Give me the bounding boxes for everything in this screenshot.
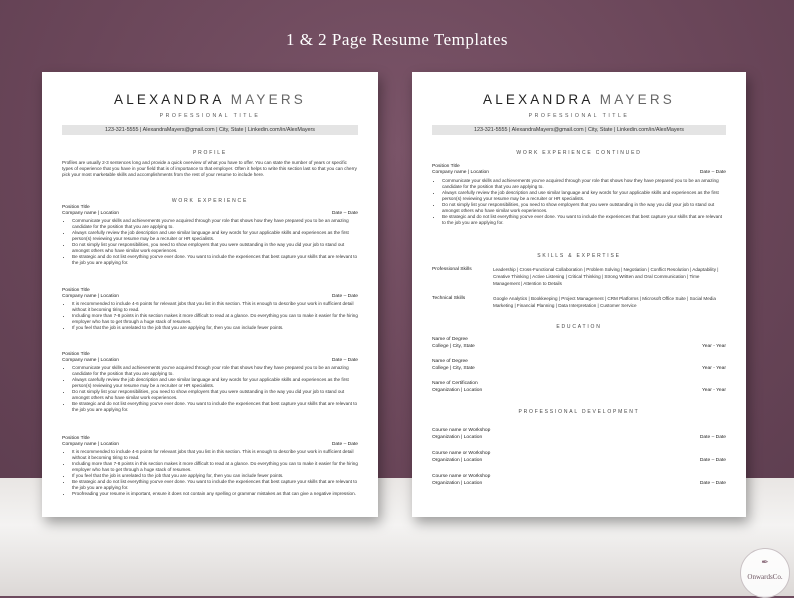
bullet: • If you feel that the job is unrelated to the job that you are applying for, then you can include fewer points.	[72, 473, 358, 479]
bullet: • Proofreading your resume is important, ensure it does not contain any spelling or grammar mistakes as that can give a negative impression.	[72, 491, 358, 497]
pd-date: Date – Date	[699, 458, 726, 463]
job-title: Position Title	[62, 352, 90, 357]
professional-title: PROFESSIONAL TITLE	[159, 113, 261, 119]
job-bullets	[64, 365, 358, 413]
bullet: • Be strategic and do not list everything you've ever done. You want to include the experiences that best capture your skills that are relevant to the job you are applying for.	[442, 214, 726, 226]
last-name: MAYERS	[230, 92, 306, 107]
resume-page-1	[42, 72, 378, 517]
last-name: MAYERS	[599, 92, 675, 107]
logo-text: OnwardsCo.	[747, 573, 783, 581]
bullet: • Communicate your skills and achievements you've acquired through your role that shows how they have prepared you to be an amazing candidate for the position that you are applying to.	[72, 218, 358, 230]
bullet: • If you feel that the job is unrelated to the job that you are applying for, then you can include fewer points.	[72, 325, 358, 331]
edu-title: Name of Certification	[432, 381, 478, 386]
resume-page-2	[412, 72, 746, 517]
profile-text: Profiles are usually 2-3 sentences long and provide a quick overview of what you have to offer. You can state the number of years or specific types of experience that you have in your field that is of importance to that employer. Often it helps to write this section last so that you can cherry pick your most marketable skills and accomplishments from the rest of your resume to include here.	[62, 160, 357, 177]
job-title: Position Title	[432, 164, 460, 169]
bullet: • It is recommended to include 4-6 points for relevant jobs that you list in this section. This is enough to describe your work in sufficient detail without it becoming tiring to read.	[72, 449, 358, 461]
resume-name	[42, 92, 378, 107]
pd-place: Organization | Location	[432, 435, 483, 440]
bullet: • Be strategic and do not list everything you've ever done. You want to include the experiences that best capture your skills that are relevant to the job you are applying for.	[72, 401, 358, 413]
edu-title: Name of Degree	[432, 359, 468, 364]
resume-name	[412, 92, 746, 107]
job-date: Date – Date	[331, 358, 358, 363]
skills-heading: SKILLS & EXPERTISE	[537, 253, 621, 259]
edu-place: College | City, State	[432, 366, 475, 371]
job-date: Date – Date	[331, 442, 358, 447]
job-date: Date – Date	[331, 294, 358, 299]
pd-title: Course name or Workshop	[432, 474, 491, 479]
professional-title: PROFESSIONAL TITLE	[528, 113, 630, 119]
profile-heading: PROFILE	[193, 150, 227, 156]
pd-title: Course name or Workshop	[432, 451, 491, 456]
job-company: Company name | Location	[62, 211, 120, 216]
pd-place: Organization | Location	[432, 481, 483, 486]
job-bullets	[64, 301, 358, 331]
job-date: Date – Date	[331, 211, 358, 216]
edu-title: Name of Degree	[432, 337, 468, 342]
bullet: • Always carefully review the job description and use similar language and key words for your applicable skills and experiences as the first person(s) reviewing your resume may be a recruiter or HR specialists.	[442, 190, 726, 202]
job-title: Position Title	[62, 288, 90, 293]
bullet: • Including more than 7-8 points in this section makes it more difficult to read at a glance. Do everything you can to make it easier for the hiring employer who has to get through a huge stack of resumes.	[72, 461, 358, 473]
pd-place: Organization | Location	[432, 458, 483, 463]
bullet: • It is recommended to include 4-6 points for relevant jobs that you list in this section. This is enough to describe your work in sufficient detail without it becoming tiring to read.	[72, 301, 358, 313]
edu-date: Year - Year	[701, 366, 726, 371]
job-company: Company name | Location	[432, 170, 490, 175]
job-title: Position Title	[62, 205, 90, 210]
logo-pen-icon: ✒	[761, 557, 769, 567]
first-name: ALEXANDRA	[113, 92, 224, 107]
banner-title: 1 & 2 Page Resume Templates	[285, 30, 509, 49]
edu-date: Year - Year	[701, 344, 726, 349]
brand-logo	[740, 548, 790, 598]
job-date: Date – Date	[699, 170, 726, 175]
job-bullets	[64, 449, 358, 497]
edu-date: Year - Year	[701, 388, 726, 393]
bullet: • Always carefully review the job description and use similar language and key words for your applicable skills and experiences as the first person(s) reviewing your resume may be a recruiter or HR specialists.	[72, 230, 358, 242]
job-bullets	[434, 178, 726, 226]
contact-bar: 123-321-5555 | AlexandraMayers@gmail.com | City, State | Linkedin.com/in/AlexMayers	[432, 125, 726, 135]
edu-place: Organization | Location	[432, 388, 483, 393]
work-heading: WORK EXPERIENCE	[171, 198, 249, 204]
pd-title: Course name or Workshop	[432, 428, 491, 433]
pd-date: Date – Date	[699, 435, 726, 440]
skill-value: Leadership | Cross-Functional Collaboration | Problem Solving | Negotiation | Conflict Resolution | Adaptability | Creative Thinking | Active Listening | Critical Thinking | Strong Written and Oral Communication | Time Management | Attention to Details	[493, 267, 719, 286]
bullet: • Communicate your skills and achievements you've acquired through your role that shows how they have prepared you to be an amazing candidate for the position that you are applying to.	[72, 365, 358, 377]
job-company: Company name | Location	[62, 442, 120, 447]
bullet: • Including more than 7-8 points in this section makes it more difficult to read at a glance. Do everything you can to make it easier for the hiring employer who has to get through a huge stack of resumes.	[72, 313, 358, 325]
edu-place: College | City, State	[432, 344, 475, 349]
job-company: Company name | Location	[62, 358, 120, 363]
skill-value: Google Analytics | Bookkeeping | Project Management | CRM Platforms | Microsoft Office Suite | Social Media Marketing | Financial Planning | Data Interpretation | Customer Service	[493, 296, 716, 308]
bullet: • Do not simply list your responsibilities, you need to show employers that you were outstanding in the way you did your job to stand out amongst others who have similar work experiences.	[442, 202, 726, 214]
bullet: • Do not simply list your responsibilities, you need to show employers that you were outstanding in the way you did your job to stand out amongst others who have similar work experiences.	[72, 389, 358, 401]
job-company: Company name | Location	[62, 294, 120, 299]
contact-bar: 123-321-5555 | AlexandraMayers@gmail.com | City, State | Linkedin.com/in/AlexMayers	[62, 125, 358, 135]
bullet: • Do not simply list your responsibilities, you need to show employers that you were outstanding in the way you did your job to stand out amongst others who have similar work experiences.	[72, 242, 358, 254]
work-continued-heading: WORK EXPERIENCE CONTINUED	[516, 150, 642, 156]
education-heading: EDUCATION	[556, 324, 602, 330]
skill-label: Technical Skills	[432, 296, 466, 301]
skill-label: Professional Skills	[432, 267, 472, 272]
bullet: • Be strategic and do not list everything you've ever done. You want to include the experiences that best capture your skills that are relevant to the job you are applying for.	[72, 479, 358, 491]
bullet: • Always carefully review the job description and use similar language and key words for your applicable skills and experiences as the first person(s) reviewing your resume may be a recruiter or HR specialists.	[72, 377, 358, 389]
bullet: • Be strategic and do not list everything you've ever done. You want to include the experiences that best capture your skills that are relevant to the job you are applying for.	[72, 254, 358, 266]
pd-heading: PROFESSIONAL DEVELOPMENT	[518, 409, 640, 415]
first-name: ALEXANDRA	[482, 92, 593, 107]
bullet: • Communicate your skills and achievements you've acquired through your role that shows how they have prepared you to be an amazing candidate for the position that you are applying to.	[442, 178, 726, 190]
job-bullets	[64, 218, 358, 266]
pd-date: Date – Date	[699, 481, 726, 486]
job-title: Position Title	[62, 436, 90, 441]
